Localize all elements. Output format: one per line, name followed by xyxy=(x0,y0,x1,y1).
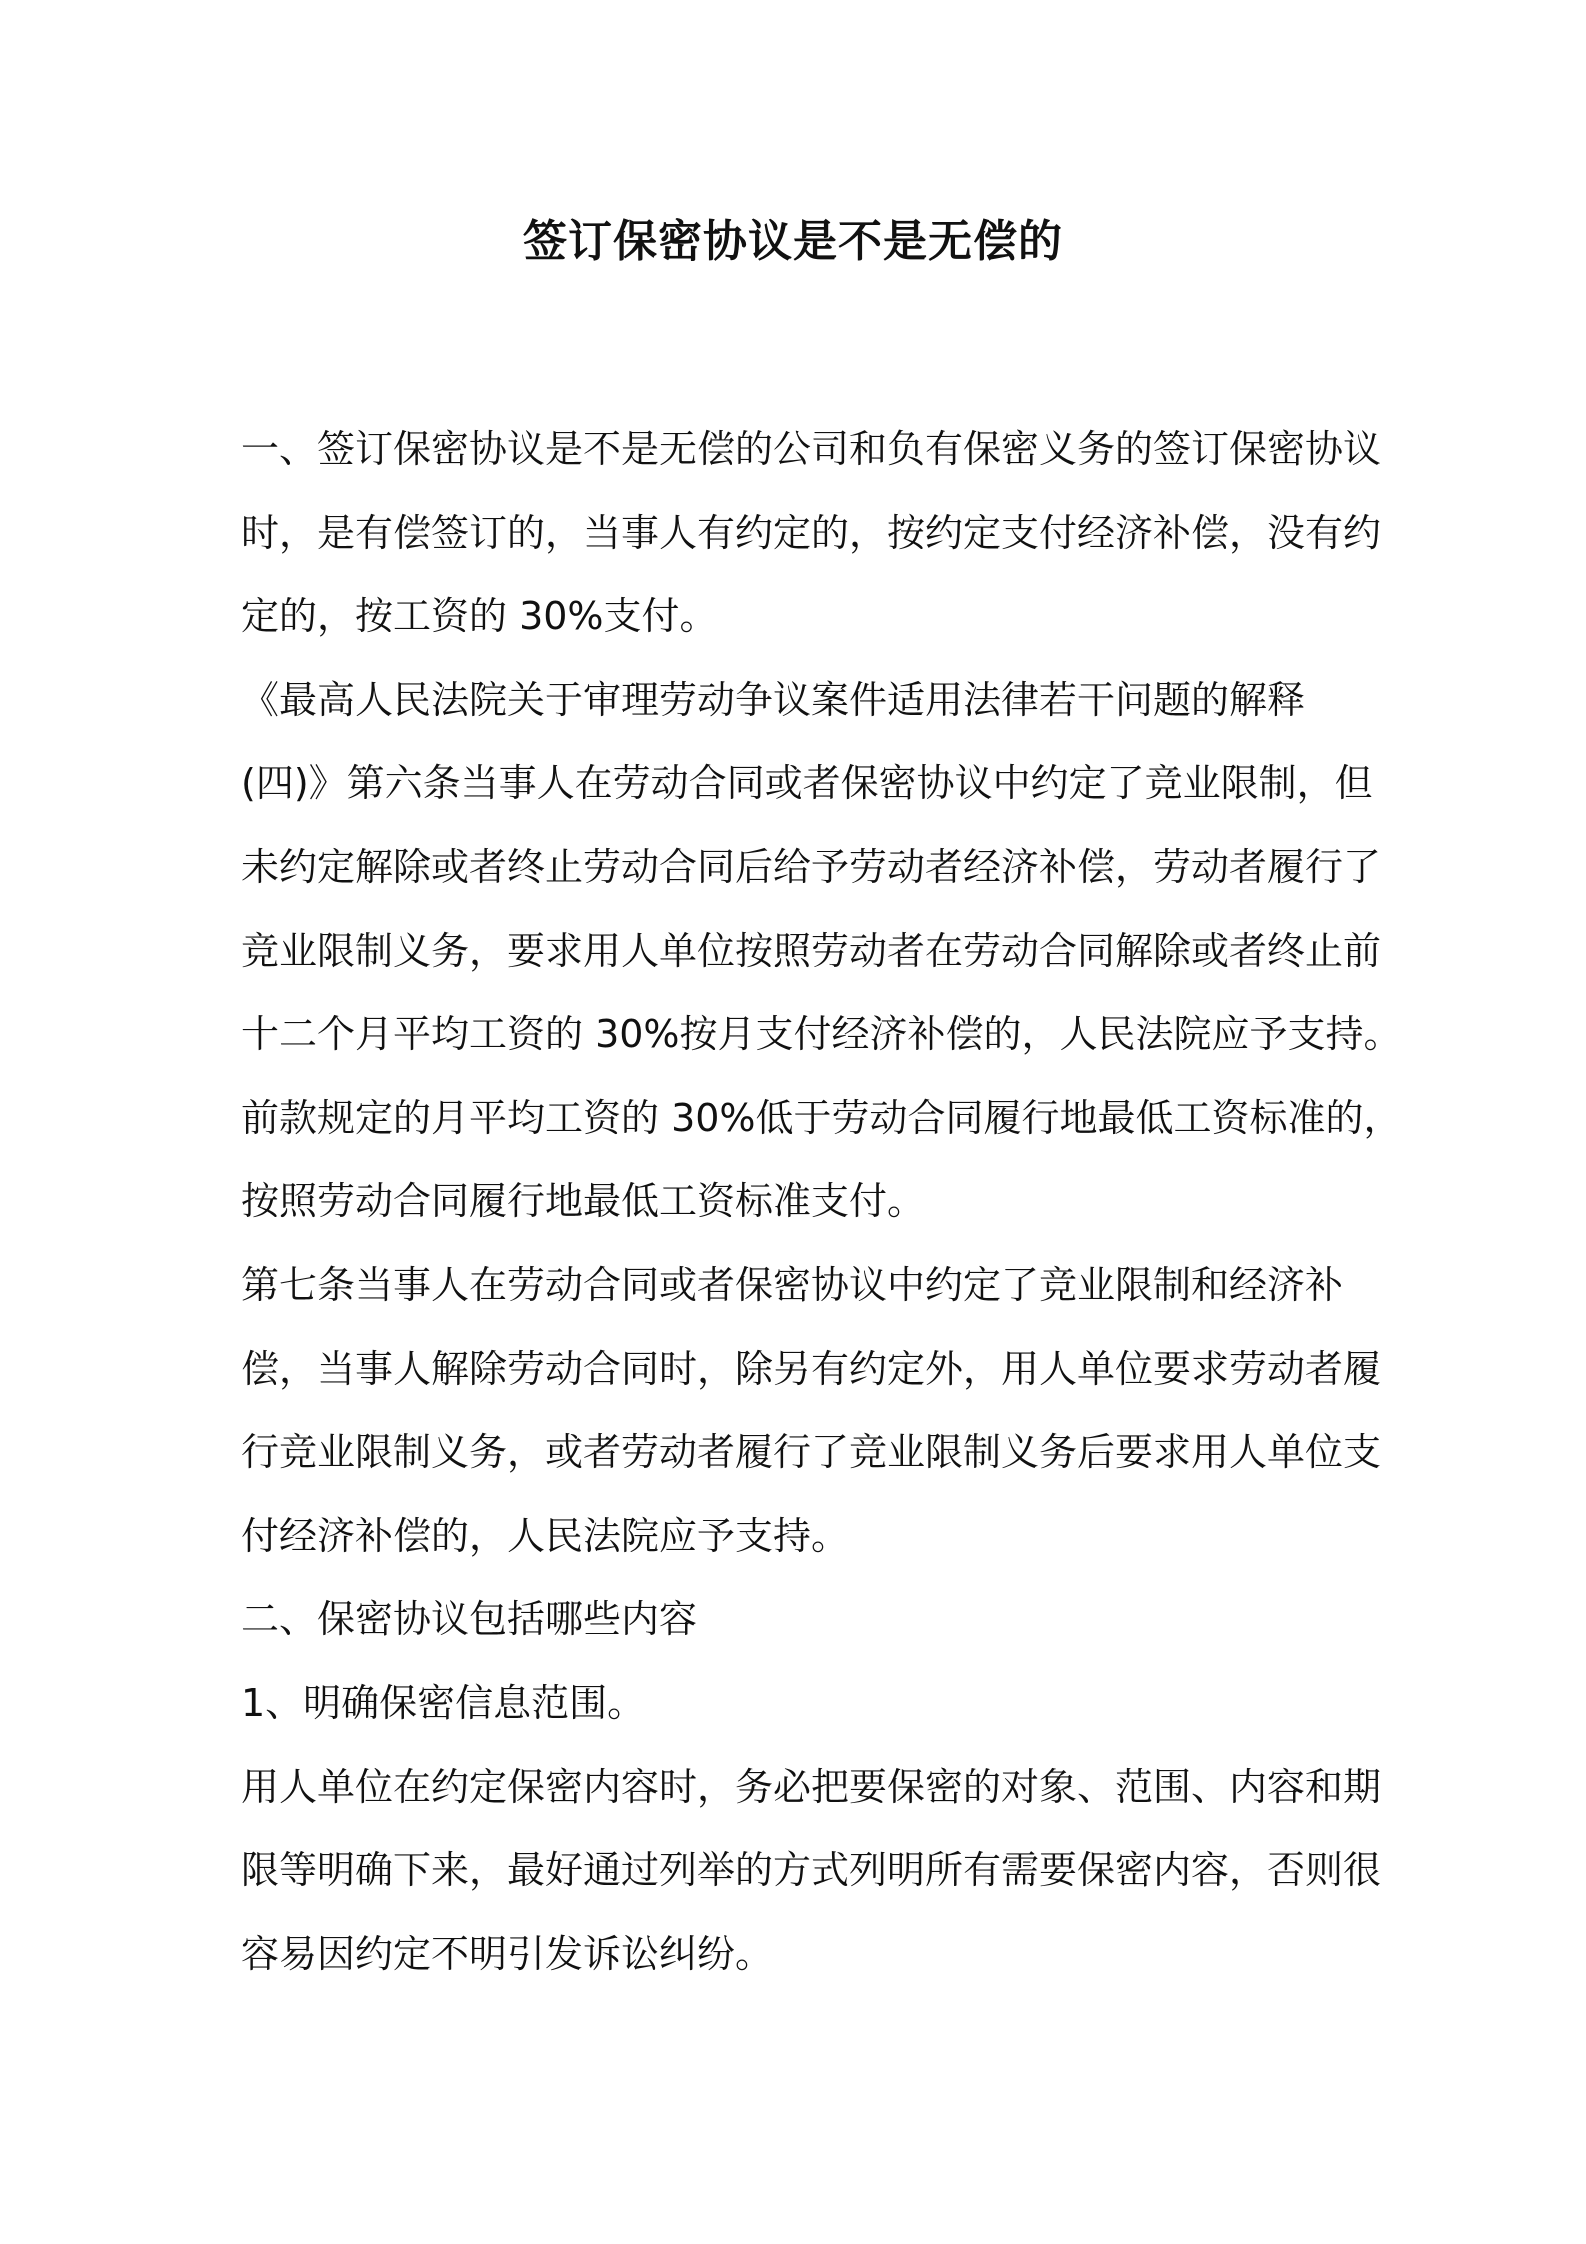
text-line: 容易因约定不明引发诉讼纠纷。 xyxy=(241,1931,774,1976)
document-title: 签订保密协议是不是无偿的 xyxy=(523,216,1063,267)
text-line: 十二个月平均工资的 30%按月支付经济补偿的，人民法院应予支持。 xyxy=(241,1012,1402,1057)
text-line: 偿，当事人解除劳动合同时，除另有约定外，用人单位要求劳动者履 xyxy=(241,1346,1382,1391)
text-line: 一、签订保密协议是不是无偿的公司和负有保密义务的签订保密协议 xyxy=(241,427,1382,471)
text-line: 付经济补偿的，人民法院应予支持。 xyxy=(241,1513,850,1558)
text-line: (四)》第六条当事人在劳动合同或者保密协议中约定了竞业限制，但 xyxy=(241,761,1373,806)
text-line: 用人单位在约定保密内容时，务必把要保密的对象、范围、内容和期 xyxy=(241,1764,1382,1809)
text-line: 竞业限制义务，要求用人单位按照劳动者在劳动合同解除或者终止前 xyxy=(241,928,1382,973)
text-line: 第七条当事人在劳动合同或者保密协议中约定了竞业限制和经济补 xyxy=(241,1262,1344,1307)
document-body xyxy=(241,408,1402,1996)
list-item-heading: 1、明确保密信息范围。 xyxy=(241,1680,646,1725)
text-line: 限等明确下来，最好通过列举的方式列明所有需要保密内容，否则很 xyxy=(241,1848,1382,1893)
text-line: 按照劳动合同履行地最低工资标准支付。 xyxy=(241,1179,926,1224)
text-line: 行竞业限制义务，或者劳动者履行了竞业限制义务后要求用人单位支 xyxy=(241,1430,1382,1475)
text-line: 前款规定的月平均工资的 30%低于劳动合同履行地最低工资标准的， xyxy=(241,1095,1402,1140)
text-line: 定的，按工资的 30%支付。 xyxy=(241,594,718,639)
text-line: 未约定解除或者终止劳动合同后给予劳动者经济补偿，劳动者履行了 xyxy=(241,844,1382,889)
text-line: 《最高人民法院关于审理劳动争议案件适用法律若干问题的解释 xyxy=(241,677,1306,722)
text-line: 时，是有偿签订的，当事人有约定的，按约定支付经济补偿，没有约 xyxy=(241,510,1382,555)
section-heading: 二、保密协议包括哪些内容 xyxy=(241,1597,698,1642)
